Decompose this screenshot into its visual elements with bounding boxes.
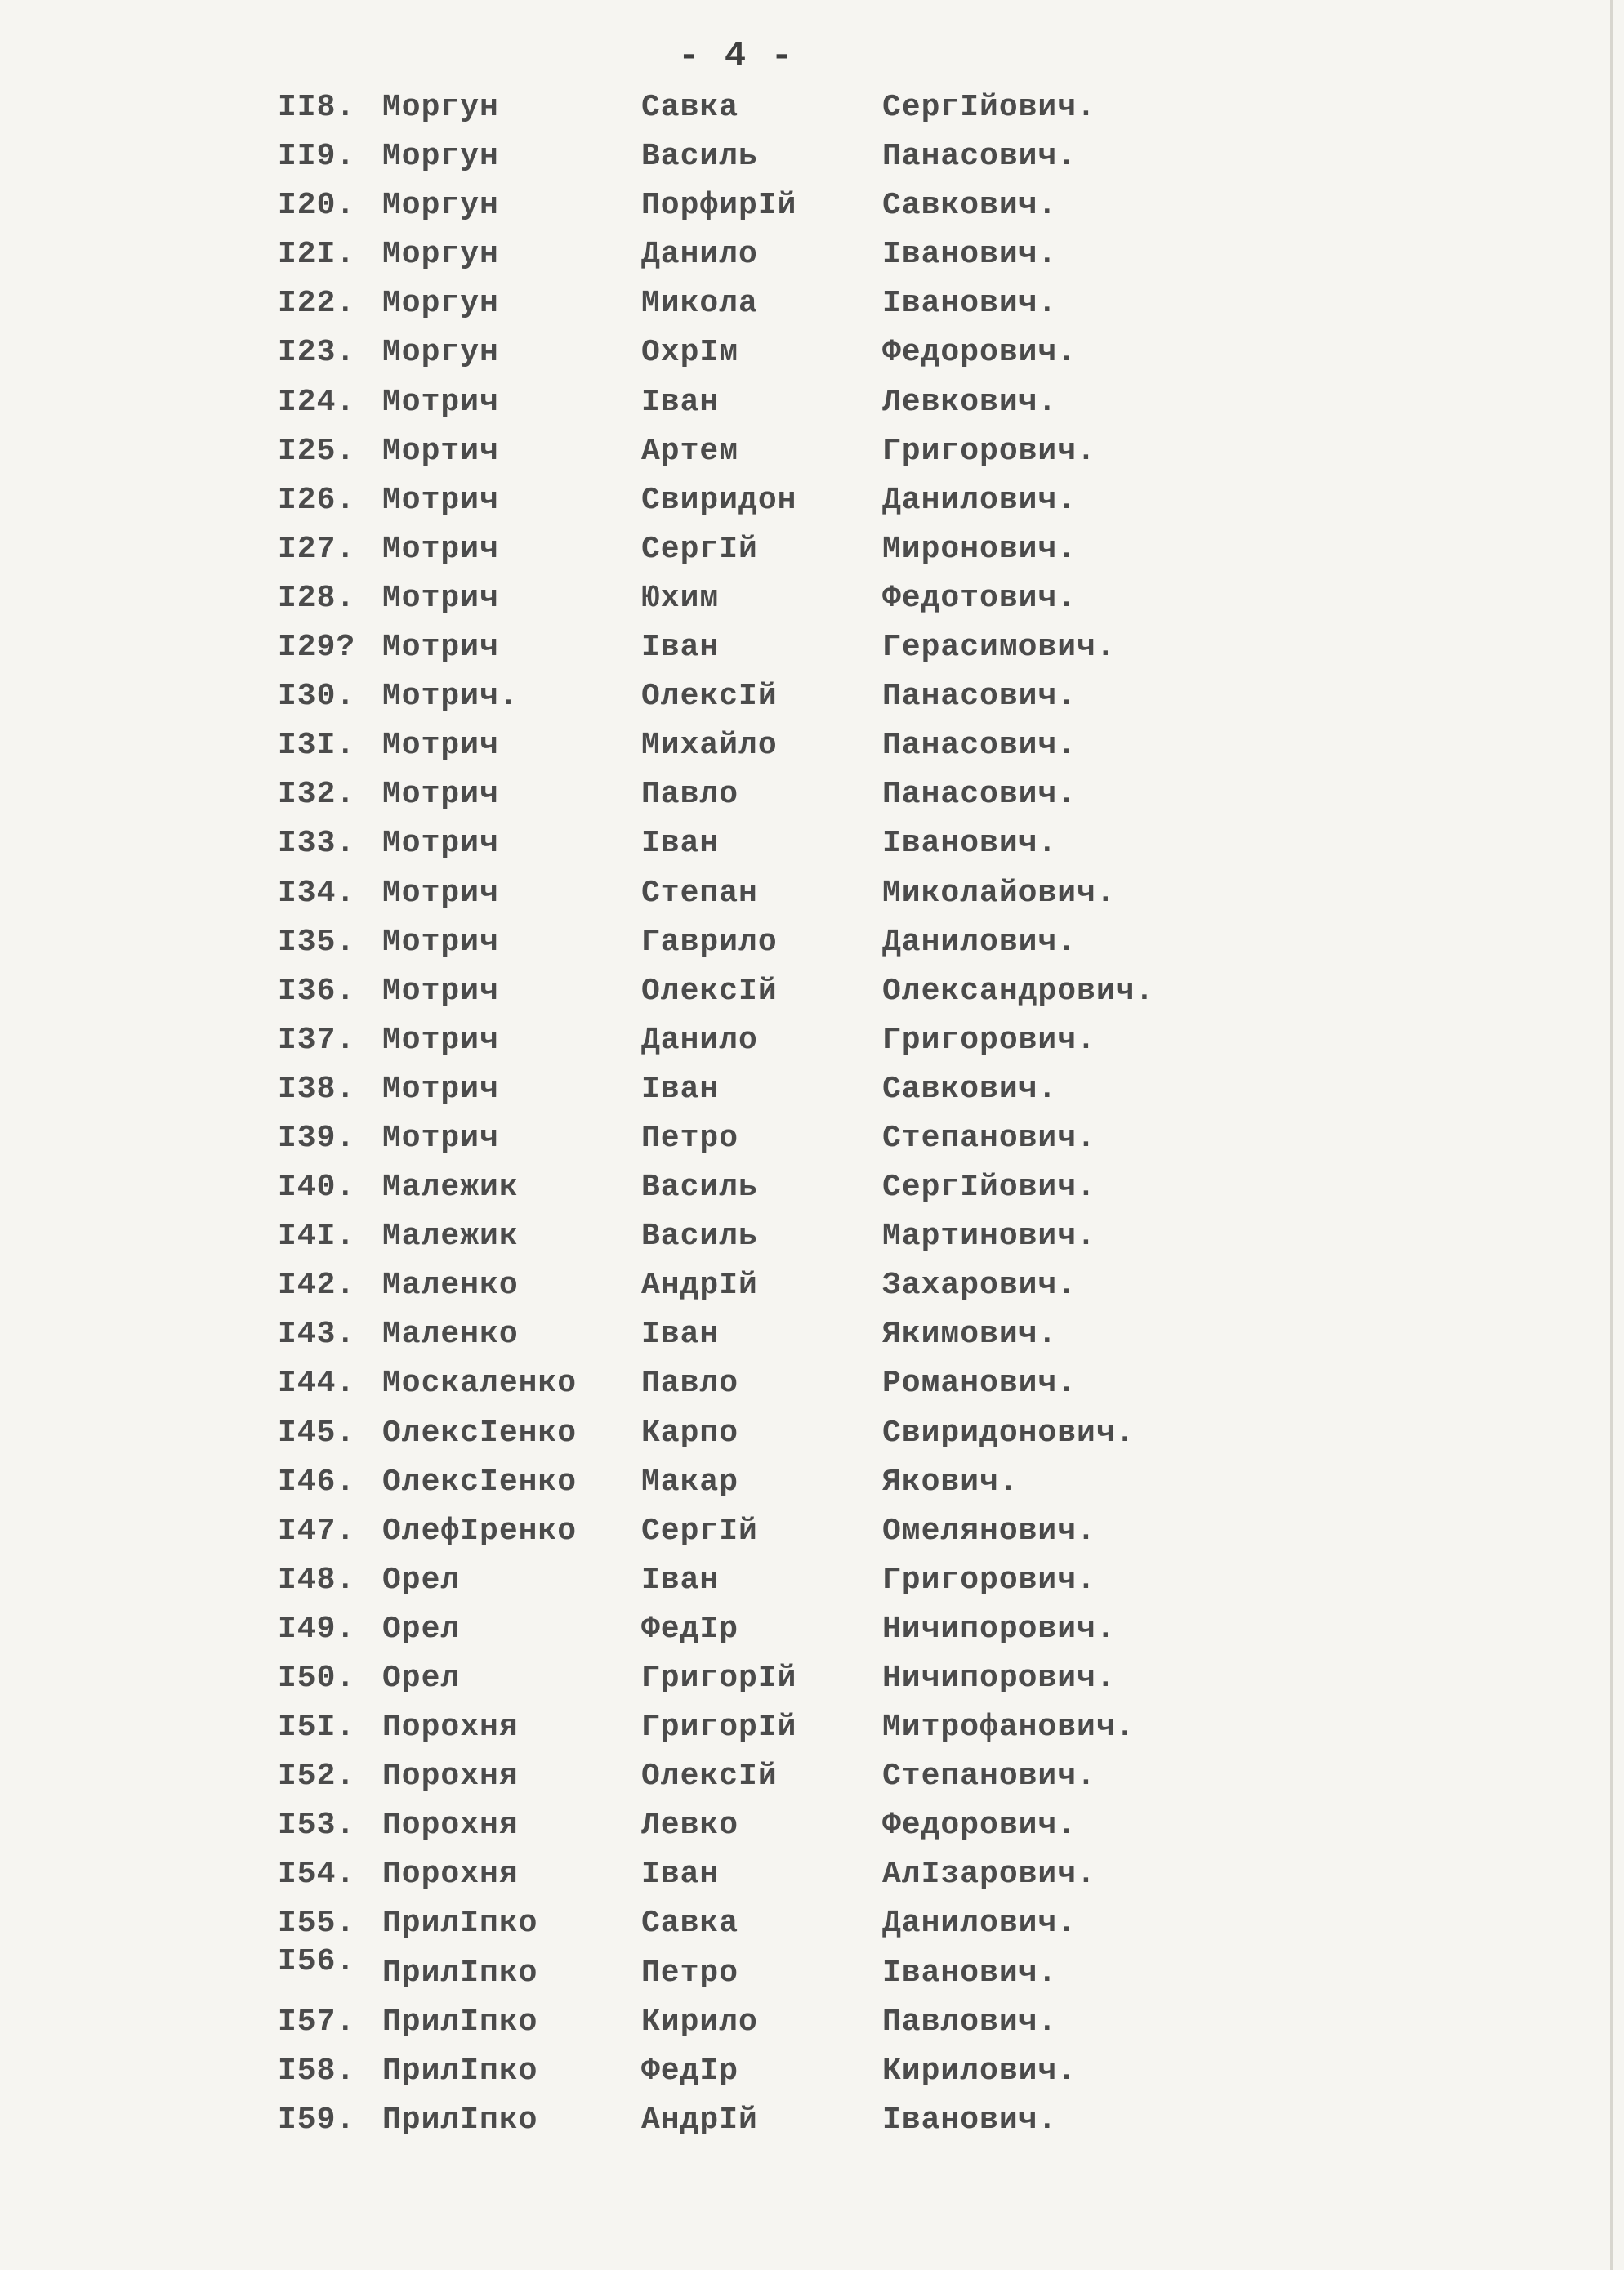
entry-given-name: АндрІй: [641, 2102, 758, 2138]
entry-patronymic: Григорович.: [882, 1562, 1096, 1598]
entry-surname: Мотрич: [382, 728, 499, 764]
entry-patronymic: Миронович.: [882, 531, 1077, 567]
entry-given-name: Василь: [641, 1219, 758, 1255]
entry-number: I45.: [278, 1415, 356, 1451]
list-item: [278, 1163, 1217, 1212]
entry-number: I2I.: [278, 237, 356, 273]
entry-number: I48.: [278, 1562, 356, 1598]
entry-patronymic: Омелянович.: [882, 1513, 1096, 1549]
entry-number: I50.: [278, 1661, 356, 1696]
entry-given-name: Павло: [641, 777, 739, 813]
entry-given-name: Юхим: [641, 580, 720, 616]
entry-surname: Мотрич: [382, 973, 499, 1009]
entry-surname: Мотрич: [382, 777, 499, 813]
entry-given-name: Макар: [641, 1464, 739, 1500]
entry-surname: Мотрич: [382, 630, 499, 666]
list-item: [278, 1899, 1217, 1948]
list-item: [278, 1752, 1217, 1801]
entry-given-name: Василь: [641, 139, 758, 175]
list-item: [278, 1654, 1217, 1703]
list-item: [278, 1065, 1217, 1114]
entry-surname: Мотрич: [382, 1022, 499, 1058]
entry-number: I37.: [278, 1022, 356, 1058]
entry-patronymic: Іванович.: [882, 2102, 1058, 2138]
entry-surname: ПрилІпко: [382, 2053, 538, 2089]
list-item: [278, 1212, 1217, 1261]
entry-number: I33.: [278, 826, 356, 862]
list-item: [278, 1409, 1217, 1458]
entry-given-name: Степан: [641, 875, 758, 911]
entry-patronymic: Свиридонович.: [882, 1415, 1135, 1451]
entry-number: I26.: [278, 482, 356, 518]
entry-number: I52.: [278, 1759, 356, 1795]
entry-number: I32.: [278, 777, 356, 813]
entry-surname: Порохня: [382, 1857, 519, 1893]
entry-surname: Порохня: [382, 1759, 519, 1795]
entry-given-name: Іван: [641, 1857, 720, 1893]
entry-given-name: ОлексІй: [641, 1759, 778, 1795]
entry-given-name: Свиридон: [641, 482, 797, 518]
entry-surname: Маленко: [382, 1268, 519, 1304]
entry-patronymic: Данилович.: [882, 1906, 1077, 1942]
entry-patronymic: Павлович.: [882, 2004, 1058, 2040]
entry-number: I40.: [278, 1170, 356, 1206]
entry-surname: Маленко: [382, 1317, 519, 1353]
list-item: [278, 83, 1217, 132]
entry-given-name: АндрІй: [641, 1268, 758, 1304]
entry-surname: Мотрич: [382, 531, 499, 567]
entry-given-name: Данило: [641, 237, 758, 273]
list-item: [278, 1998, 1217, 2047]
entry-surname: Орел: [382, 1611, 461, 1647]
entry-number: I20.: [278, 188, 356, 224]
entry-patronymic: Іванович.: [882, 1955, 1058, 1991]
entry-patronymic: Федорович.: [882, 1808, 1077, 1844]
entry-surname: Малежик: [382, 1219, 519, 1255]
entry-given-name: ФедІр: [641, 1611, 739, 1647]
entry-patronymic: Степанович.: [882, 1120, 1096, 1156]
entry-given-name: ПорфирІй: [641, 188, 797, 224]
entry-number: I23.: [278, 335, 356, 371]
list-item: [278, 819, 1217, 868]
entry-given-name: Михайло: [641, 728, 778, 764]
entry-surname: Мотрич: [382, 384, 499, 420]
list-item: [278, 1458, 1217, 1507]
list-item: [278, 1605, 1217, 1654]
list-item: [278, 1114, 1217, 1163]
entry-number: I43.: [278, 1317, 356, 1353]
entry-given-name: ОлексІй: [641, 679, 778, 715]
page-edge-shadow: [1610, 0, 1613, 2270]
entry-patronymic: Федорович.: [882, 335, 1077, 371]
list-item: [278, 279, 1217, 328]
entry-patronymic: СергІйович.: [882, 1170, 1096, 1206]
entry-patronymic: Митрофанович.: [882, 1710, 1135, 1746]
entry-given-name: Павло: [641, 1366, 739, 1402]
entry-given-name: Іван: [641, 1317, 720, 1353]
entry-surname: ОлексІенко: [382, 1464, 578, 1500]
entry-surname: Моргун: [382, 139, 499, 175]
entry-number: I44.: [278, 1366, 356, 1402]
entry-number: I3I.: [278, 728, 356, 764]
entry-surname: ПрилІпко: [382, 2102, 538, 2138]
entry-patronymic: Ничипорович.: [882, 1661, 1116, 1696]
entry-number: I42.: [278, 1268, 356, 1304]
entry-given-name: ОлексІй: [641, 973, 778, 1009]
entry-number: I35.: [278, 924, 356, 960]
entry-number: I59.: [278, 2102, 356, 2138]
entry-number: I56.: [278, 1943, 356, 1979]
entry-patronymic: Данилович.: [882, 482, 1077, 518]
entry-surname: ПрилІпко: [382, 1955, 538, 1991]
list-item: [278, 2096, 1217, 2145]
entry-patronymic: Панасович.: [882, 777, 1077, 813]
entry-given-name: СергІй: [641, 531, 758, 567]
entry-surname: Моргун: [382, 335, 499, 371]
entry-patronymic: Панасович.: [882, 679, 1077, 715]
entry-surname: ПрилІпко: [382, 2004, 538, 2040]
entry-given-name: Левко: [641, 1808, 739, 1844]
entry-number: I49.: [278, 1611, 356, 1647]
list-item: [278, 1261, 1217, 1310]
entry-patronymic: Олександрович.: [882, 973, 1155, 1009]
list-item: [278, 1556, 1217, 1605]
list-item: [278, 1310, 1217, 1359]
entry-patronymic: Мартинович.: [882, 1219, 1096, 1255]
list-item: [278, 1359, 1217, 1408]
entry-surname: ОлефІренко: [382, 1513, 578, 1549]
entry-number: I46.: [278, 1464, 356, 1500]
entry-patronymic: СергІйович.: [882, 90, 1096, 125]
entry-given-name: ФедІр: [641, 2053, 739, 2089]
entry-number: I53.: [278, 1808, 356, 1844]
entry-given-name: Карпо: [641, 1415, 739, 1451]
entry-number: I39.: [278, 1120, 356, 1156]
list-item: [278, 1016, 1217, 1065]
entry-given-name: Данило: [641, 1022, 758, 1058]
list-item: [278, 770, 1217, 819]
entry-surname: Моргун: [382, 90, 499, 125]
entry-number: I22.: [278, 286, 356, 322]
list-item: [278, 427, 1217, 476]
list-item: [278, 476, 1217, 525]
entry-patronymic: Миколайович.: [882, 875, 1116, 911]
entry-given-name: Гаврило: [641, 924, 778, 960]
list-item: [278, 1943, 1217, 1998]
entry-number: I54.: [278, 1857, 356, 1893]
entry-surname: Мотрич: [382, 826, 499, 862]
entry-surname: ОлексІенко: [382, 1415, 578, 1451]
entry-surname: Мотрич: [382, 482, 499, 518]
entry-surname: Порохня: [382, 1710, 519, 1746]
entry-given-name: Кирило: [641, 2004, 758, 2040]
list-item: [278, 1703, 1217, 1752]
list-item: [278, 623, 1217, 672]
entry-patronymic: Степанович.: [882, 1759, 1096, 1795]
entry-patronymic: Панасович.: [882, 139, 1077, 175]
list-item: [278, 378, 1217, 427]
list-item: [278, 869, 1217, 918]
entry-surname: Малежик: [382, 1170, 519, 1206]
entry-number: I57.: [278, 2004, 356, 2040]
entry-given-name: Петро: [641, 1120, 739, 1156]
list-item: [278, 967, 1217, 1016]
entry-patronymic: Савкович.: [882, 1071, 1058, 1107]
list-item: [278, 181, 1217, 230]
entry-patronymic: Іванович.: [882, 237, 1058, 273]
entry-given-name: Савка: [641, 90, 739, 125]
entry-surname: Мотрич: [382, 1071, 499, 1107]
entry-number: I58.: [278, 2053, 356, 2089]
entry-surname: Моргун: [382, 237, 499, 273]
entry-surname: Мортич: [382, 433, 499, 469]
entry-given-name: ОхрІм: [641, 335, 739, 371]
entry-patronymic: Герасимович.: [882, 630, 1116, 666]
entry-given-name: Іван: [641, 630, 720, 666]
entry-surname: Мотрич: [382, 580, 499, 616]
entry-surname: Мотрич.: [382, 679, 519, 715]
entry-surname: ПрилІпко: [382, 1906, 538, 1942]
entry-number: II8.: [278, 90, 356, 125]
entry-patronymic: Ничипорович.: [882, 1611, 1116, 1647]
list-item: [278, 230, 1217, 279]
entry-given-name: ГригорІй: [641, 1710, 797, 1746]
entry-patronymic: Кирилович.: [882, 2053, 1077, 2089]
entry-given-name: ГригорІй: [641, 1661, 797, 1696]
entry-surname: Моргун: [382, 188, 499, 224]
entry-patronymic: Федотович.: [882, 580, 1077, 616]
entry-given-name: СергІй: [641, 1513, 758, 1549]
entry-surname: Орел: [382, 1661, 461, 1696]
entry-number: I28.: [278, 580, 356, 616]
entry-given-name: Савка: [641, 1906, 739, 1942]
entry-patronymic: Захарович.: [882, 1268, 1077, 1304]
entry-surname: Мотрич: [382, 875, 499, 911]
list-item: [278, 918, 1217, 967]
entry-patronymic: Савкович.: [882, 188, 1058, 224]
list-item: [278, 1850, 1217, 1899]
list-item: [278, 672, 1217, 721]
entry-given-name: Іван: [641, 826, 720, 862]
entry-surname: Мотрич: [382, 924, 499, 960]
entry-number: I4I.: [278, 1219, 356, 1255]
entry-surname: Порохня: [382, 1808, 519, 1844]
entry-patronymic: АлІзарович.: [882, 1857, 1096, 1893]
entry-number: I24.: [278, 384, 356, 420]
entry-given-name: Василь: [641, 1170, 758, 1206]
entry-given-name: Іван: [641, 1071, 720, 1107]
entry-number: I25.: [278, 433, 356, 469]
list-item: [278, 574, 1217, 623]
entry-patronymic: Григорович.: [882, 433, 1096, 469]
entry-patronymic: Романович.: [882, 1366, 1077, 1402]
entry-number: I29?: [278, 630, 356, 666]
entry-patronymic: Якимович.: [882, 1317, 1058, 1353]
entry-patronymic: Данилович.: [882, 924, 1077, 960]
entry-number: I27.: [278, 531, 356, 567]
entry-number: I55.: [278, 1906, 356, 1942]
list-item: [278, 1507, 1217, 1556]
entry-given-name: Іван: [641, 384, 720, 420]
entry-number: I5I.: [278, 1710, 356, 1746]
entry-given-name: Іван: [641, 1562, 720, 1598]
entry-surname: Мотрич: [382, 1120, 499, 1156]
list-item: [278, 132, 1217, 181]
entry-surname: Орел: [382, 1562, 461, 1598]
page-number: - 4 -: [678, 36, 795, 77]
entry-given-name: Петро: [641, 1955, 739, 1991]
entry-patronymic: Якович.: [882, 1464, 1019, 1500]
entry-number: I34.: [278, 875, 356, 911]
list-item: [278, 2047, 1217, 2096]
list-item: [278, 328, 1217, 377]
list-item: [278, 1801, 1217, 1850]
entry-patronymic: Іванович.: [882, 286, 1058, 322]
entry-number: I38.: [278, 1071, 356, 1107]
entry-patronymic: Левкович.: [882, 384, 1058, 420]
entry-number: II9.: [278, 139, 356, 175]
entry-surname: Москаленко: [382, 1366, 578, 1402]
entry-number: I47.: [278, 1513, 356, 1549]
entry-patronymic: Панасович.: [882, 728, 1077, 764]
entry-patronymic: Іванович.: [882, 826, 1058, 862]
entry-number: I36.: [278, 973, 356, 1009]
list-item: [278, 525, 1217, 574]
entry-surname: Моргун: [382, 286, 499, 322]
name-list: [278, 83, 1217, 2145]
entry-number: I30.: [278, 679, 356, 715]
entry-patronymic: Григорович.: [882, 1022, 1096, 1058]
entry-given-name: Микола: [641, 286, 758, 322]
entry-given-name: Артем: [641, 433, 739, 469]
list-item: [278, 721, 1217, 770]
